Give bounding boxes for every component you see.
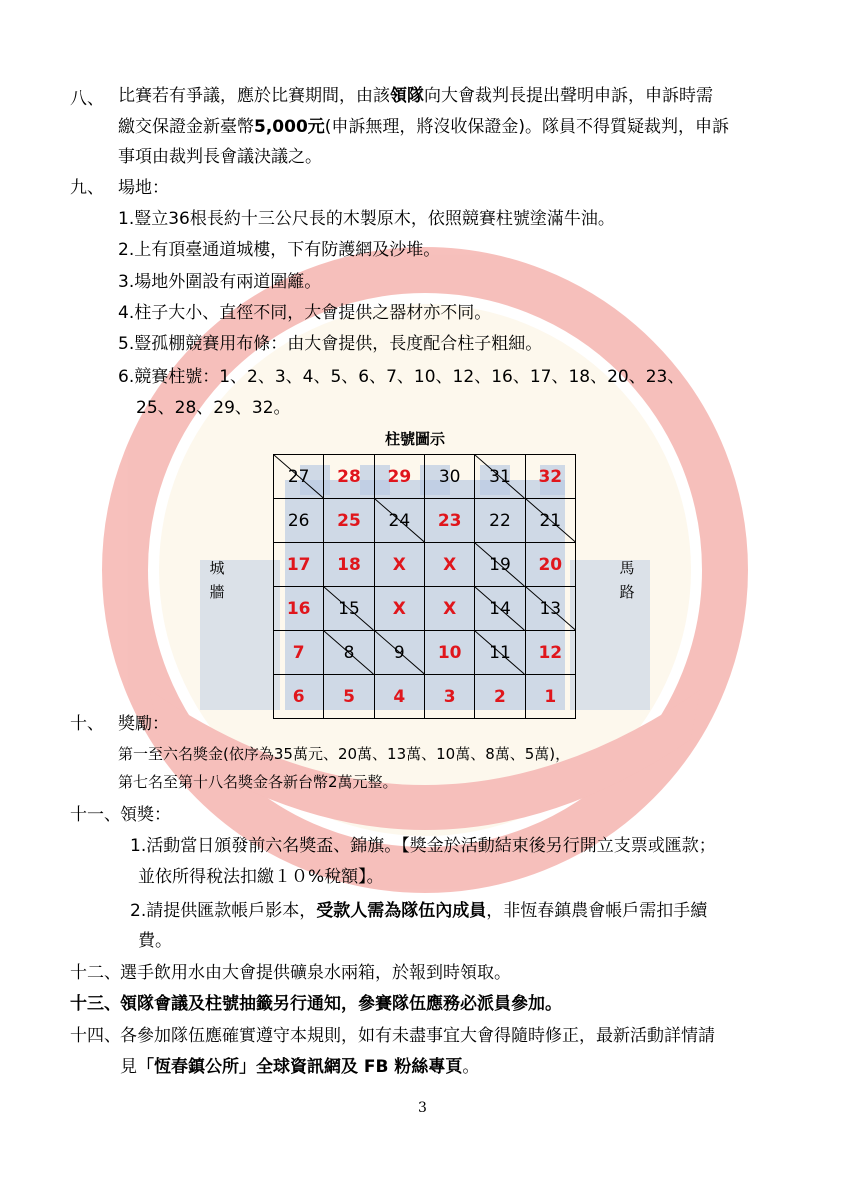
section-9-item-1: 1.豎立36根長約十三公尺長的木製原木，依照競賽柱號塗滿牛油。 <box>118 209 615 229</box>
pole-number: 1 <box>544 686 557 707</box>
section-14-line-2 <box>120 1055 479 1079</box>
pole-cell <box>424 631 474 675</box>
pole-number: 15 <box>338 598 360 619</box>
pole-number: 4 <box>393 686 406 707</box>
section-9-item-5: 5.豎孤棚競賽用布條：由大會提供，長度配合柱子粗細。 <box>118 334 543 354</box>
pole-number: 21 <box>539 510 562 531</box>
section-11-item-2-line-1 <box>130 899 707 923</box>
pole-number: X <box>443 598 457 619</box>
pole-cell <box>475 499 525 543</box>
pole-number: 24 <box>388 510 411 531</box>
section-8-line-2 <box>118 115 729 139</box>
text: 向大會裁判長提出聲明申訴，申訴時需 <box>424 86 713 106</box>
section-8-number: 八、 <box>70 89 104 109</box>
section-12-number: 十二、 <box>70 963 121 983</box>
left-label <box>208 556 226 604</box>
pole-number: 30 <box>438 466 461 487</box>
pole-cell <box>475 587 525 631</box>
pole-cell <box>475 631 525 675</box>
section-10-line-2: 第七名至第十八名獎金各新台幣2萬元整。 <box>118 773 398 791</box>
pole-cell <box>374 675 424 719</box>
pole-number: 29 <box>387 466 412 487</box>
text: ，非恆春鎮農會帳戶需扣手續 <box>486 901 708 921</box>
pole-cell <box>324 675 374 719</box>
pole-number: 28 <box>337 466 361 487</box>
pole-cell <box>374 499 424 543</box>
pole-number: 11 <box>489 642 511 663</box>
pole-cell <box>274 587 324 631</box>
pole-cell <box>324 543 374 587</box>
pole-cell <box>525 543 575 587</box>
grid-row <box>274 631 576 675</box>
pole-number: 16 <box>286 598 311 619</box>
right-label-char: 馬 <box>619 559 635 577</box>
right-label-char: 路 <box>619 583 635 601</box>
section-14-number: 十四、 <box>70 1026 121 1046</box>
section-11-title: 領獎： <box>120 805 171 825</box>
pole-cell <box>274 675 324 719</box>
section-11-item-1-line-1: 1.活動當日頒發前六名獎盃、錦旗。【獎金於活動結束後另行開立支票或匯款； <box>130 836 716 856</box>
pole-cell <box>525 455 575 499</box>
pole-number: 13 <box>539 598 562 619</box>
grid-row <box>274 499 576 543</box>
pole-cell <box>424 455 474 499</box>
pole-cell <box>525 587 575 631</box>
text: (申訴無理，將沒收保證金)。隊員不得質疑裁判，申訴 <box>324 117 730 137</box>
pole-number: 20 <box>538 554 563 575</box>
pole-number: 14 <box>489 598 511 619</box>
pole-number: X <box>443 554 457 575</box>
pole-number: 12 <box>538 642 563 663</box>
section-14-line-1: 各參加隊伍應確實遵守本規則，如有未盡事宜大會得隨時修正，最新活動詳情請 <box>120 1026 715 1046</box>
pole-cell <box>525 675 575 719</box>
section-13-text: 領隊會議及柱號抽籤另行通知，參賽隊伍應務必派員參加。 <box>120 994 562 1014</box>
pole-cell <box>274 455 324 499</box>
pole-cell <box>424 499 474 543</box>
section-11-item-2-line-2: 費。 <box>138 931 172 951</box>
pole-cell <box>475 675 525 719</box>
grid-row <box>274 543 576 587</box>
section-9-item-6: 6.競賽柱號：1、2、3、4、5、6、7、10、12、16、17、18、20、23、 <box>118 367 685 387</box>
text: 2.請提供匯款帳戶影本， <box>130 901 317 921</box>
section-12-text: 選手飲用水由大會提供礦泉水兩箱，於報到時領取。 <box>120 963 511 983</box>
pole-cell <box>475 543 525 587</box>
bold-text: 5,000元 <box>254 117 325 137</box>
pole-number-grid <box>273 454 576 719</box>
pole-number: 5 <box>343 686 355 707</box>
pole-cell <box>274 631 324 675</box>
grid-row <box>274 675 576 719</box>
pole-cell <box>274 499 324 543</box>
left-label-char: 牆 <box>209 583 225 601</box>
section-9-item-2: 2.上有頂臺通道城樓，下有防護網及沙堆。 <box>118 240 441 260</box>
pole-cell <box>324 587 374 631</box>
section-11-number: 十一、 <box>70 805 121 825</box>
pole-cell <box>324 499 374 543</box>
pole-number: 19 <box>489 554 511 575</box>
pole-cell <box>525 499 575 543</box>
page-number: 3 <box>418 1100 427 1116</box>
bold-text: 領隊 <box>390 86 424 106</box>
pole-number: 32 <box>538 466 563 487</box>
section-13-number: 十三、 <box>70 994 121 1014</box>
pole-number: 3 <box>443 686 456 707</box>
grid-row <box>274 587 576 631</box>
pole-cell <box>374 631 424 675</box>
text: 見 <box>120 1057 137 1077</box>
pole-number: X <box>392 598 406 619</box>
section-11-item-1-line-2: 並依所得稅法扣繳１０%稅額】。 <box>138 867 384 887</box>
text: 。 <box>462 1057 480 1077</box>
pole-number: 18 <box>337 554 361 575</box>
pole-cell <box>424 543 474 587</box>
pole-cell <box>374 587 424 631</box>
pole-number: 25 <box>337 510 361 531</box>
left-label-char: 城 <box>209 559 225 577</box>
bold-text: 「恆春鎮公所」全球資訊網及 FB 粉絲專頁 <box>137 1057 463 1077</box>
bold-text: 受款人需為隊伍內成員 <box>316 901 487 921</box>
pole-number: 9 <box>393 642 405 663</box>
text: 比賽若有爭議，應於比賽期間，由該 <box>118 86 390 106</box>
pole-number: 2 <box>494 686 506 707</box>
section-10-number: 十、 <box>70 714 104 734</box>
section-10-line-1: 第一至六名獎金(依序為35萬元、20萬、13萬、10萬、8萬、5萬)， <box>118 745 571 763</box>
pole-cell <box>324 455 374 499</box>
pole-number: 27 <box>287 466 310 487</box>
section-9-number: 九、 <box>70 178 104 198</box>
section-9-title: 場地： <box>118 178 169 198</box>
pole-number: 26 <box>287 510 310 531</box>
pole-number: 31 <box>489 466 511 487</box>
pole-cell <box>324 631 374 675</box>
pole-cell <box>374 455 424 499</box>
pole-number: 6 <box>292 686 305 707</box>
grid-row <box>274 455 576 499</box>
section-8-line-1 <box>118 84 713 108</box>
pole-number: 7 <box>292 642 305 663</box>
pole-number: 23 <box>437 510 462 531</box>
pole-number: X <box>392 554 406 575</box>
pole-number: 22 <box>489 510 511 531</box>
pole-number: 17 <box>286 554 311 575</box>
section-9-item-4: 4.柱子大小、直徑不同，大會提供之器材亦不同。 <box>118 303 492 323</box>
section-10-title: 獎勵： <box>118 714 169 734</box>
diagram-caption: 柱號圖示 <box>385 430 446 448</box>
text: 繳交保證金新臺幣 <box>118 117 254 137</box>
section-8-line-3: 事項由裁判長會議決議之。 <box>118 147 322 167</box>
right-label <box>618 556 636 604</box>
section-9-item-6-cont: 25、28、29、32。 <box>136 398 291 418</box>
pole-cell <box>424 675 474 719</box>
pole-cell <box>424 587 474 631</box>
pole-cell <box>374 543 424 587</box>
pole-cell <box>475 455 525 499</box>
pole-cell <box>274 543 324 587</box>
pole-number: 8 <box>343 642 355 663</box>
pole-cell <box>525 631 575 675</box>
pole-number: 10 <box>437 642 462 663</box>
section-9-item-3: 3.場地外圍設有兩道圍籬。 <box>118 272 322 292</box>
